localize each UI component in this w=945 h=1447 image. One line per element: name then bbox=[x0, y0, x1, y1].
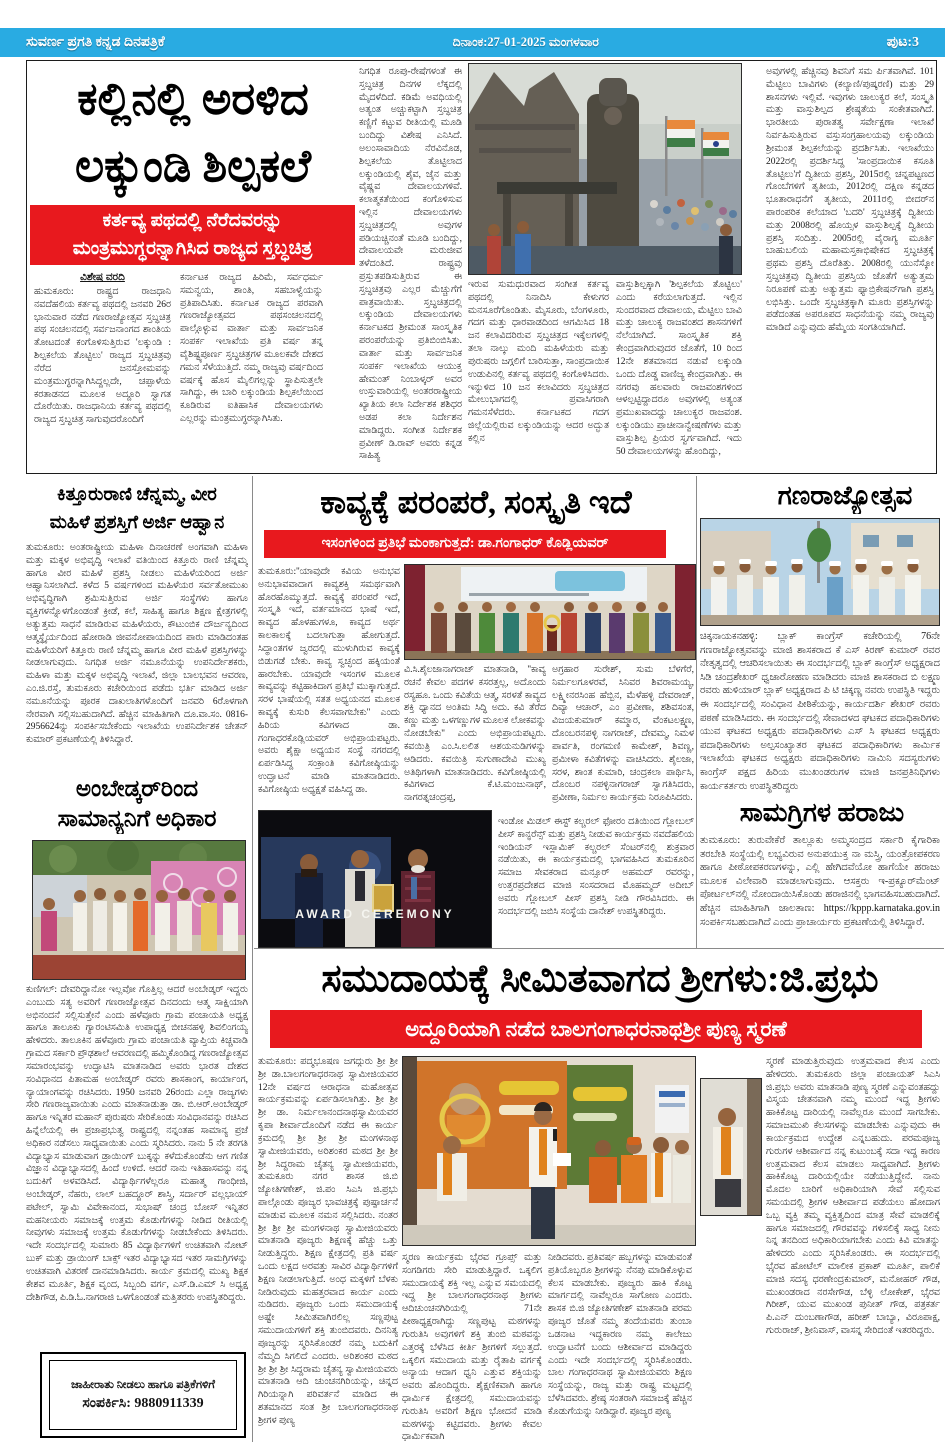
memorial-col-4: ಸ್ಮರಣೆ ಮಾಡುತ್ತಿರುವುದು ಉತ್ತಮವಾದ ಕೆಲಸ ಎಂದು ಹೇಳಿದರು. ತುಮಕೂರು ಜಿಲ್ಲಾ ಪಂಚಾಯತ್ ಸಿಎಸಿ ಜಿ.ಪ್ರಭು ಅವರು ಮಾತನಾಡಿ ಪುಣ್ಯ ಸ್ಮರಣೆ ಎನ್ನುವಂತಹದ್ದು ವಿಸ್ಮಯ ಚೇತನವಾಗಿ ನಮ್ಮ ಮುಂದೆ ಇದ್ದ ಶ್ರೀಗಳು ಹಾಕಿಕೊಟ್ಟ ದಾರಿಯಲ್ಲಿ ನಾವೆಲ್ಲರೂ ಮುಂದೆ ಸಾಗಬೇಕು. ಸಮಾಜಮುಖಿ ಕೆಲಸಗಳನ್ನು ಮಾಡಬೇಕು ಎನ್ನುವುದು ಈ ಕಾರ್ಯಕ್ರಮದ ಉದ್ದೇಶ ಎನ್ನಬಹುದು. ಪರಮಪೂಜ್ಯ ಗುರುಗಳ ಆಶೀರ್ವಾದ ನನ್ನ ಕುಟುಂಬಕ್ಕೆ ಸದಾ ಇದ್ದ ಕಾರಣ ಉತ್ತಮವಾದ ಕೆಲಸ ಮಾಡಲು ಸಾಧ್ಯವಾಗಿದೆ. ಶ್ರೀಗಳು ಹಾಕಿಕೊಟ್ಟ ದಾರಿಯಲ್ಲಿಯೇ ನಡೆಯುತ್ತಿದ್ದೇನೆ. ನಾನು ಮೊದಲ ಬಾರಿಗೆ ಅಧಿಕಾರಿಯಾಗಿ ಸೇವೆ ಸಲ್ಲಿಸುವ ಸಮಯದಲ್ಲಿ ಶ್ರೀಗಳ ಆಶೀರ್ವಾದ ಪಡೆಯಲು ಹೋದಾಗ ಒಬ್ಬ ವ್ಯಕ್ತಿ ತಮ್ಮ ವ್ಯಕ್ತಿತ್ವದಿಂದ ಮಾತ್ರ ಸೇವೆ ಮಾಡಲಿಕ್ಕೆ ಹಾಗೂ ಸಮಾಜದಲ್ಲಿ ಗೌರವವನ್ನು ಗಳಿಸಲಿಕ್ಕೆ ಸಾಧ್ಯ ನೀನು ನಿನ್ನ ತನದಿಂದ ಅಧಿಕಾರಿಯಾಗಬೇಕು ಎಂದು ಕಿವಿ ಮಾತನ್ನು ಹೇಳಿದರು ಎಂದು ಸ್ಮರಿಸಿಕೊಂಡರು. ಈ ಸಂದರ್ಭದಲ್ಲಿ ಭೈರವ ಹೋಟೆಲ್ ಮಾಲೀಕ ಪ್ರಕಾಶ್ ಮೂರ್ತಿ, ಪಾಲಿಕೆ ಮಾಜಿ ಸದಸ್ಯ ಧರಣೇಂದ್ರಕುಮಾರ್, ಮನೋಹರ್ ಗೌಡ, ಮುಖಂಡರಾದ ನರಸೇಗೌಡ, ಬೆಳ್ಳಿ ಲೋಕೇಶ್, ಭೈರವ ಗಿರೀಶ್, ಯುವ ಮುಖಂಡ ಪುನೀತ್ ಗೌಡ, ಪತ್ರಕರ್ತ ಪಿ.ಎನ್ ದುಂಬಣಾಗೌಡ, ಹರೀಶ್ ಬಾಬ್ಯಾ, ವಿರೂಪಾಕ್ಷ, ಗುರುರಾಜ್, ಶ್ರೀನಿವಾಸ್, ವಾಸನ್ನ ಸೇರಿದಂತೆ ಇತರರಿದ್ದರು. bbox=[766, 1057, 940, 1337]
memorial-headline: ಸಮುದಾಯಕ್ಕೆ ಸೀಮಿತವಾಗದ ಶ್ರೀಗಳು:ಜಿ.ಪ್ರಭು bbox=[321, 958, 879, 1000]
ambedkar-headline-line1: ಅಂಬೇಡ್ಕರ್‌ರಿಂದ bbox=[75, 776, 199, 801]
photo-memorial-event bbox=[402, 1056, 696, 1246]
photo-poets-group bbox=[404, 564, 696, 660]
advert-phone: ಸಂಪರ್ಕಿಸಿ: 9880911339 bbox=[82, 1395, 204, 1411]
auction-headline: ಸಾಮಗ್ರಿಗಳ ಹರಾಜು bbox=[739, 798, 905, 827]
lead-banner-line1: ಕರ್ತವ್ಯ ಪಥದಲ್ಲಿ ನೆರೆದವರನ್ನು bbox=[102, 210, 283, 231]
memorial-col-1: ತುಮಕೂರು: ಪದ್ಮಭೂಷಣ ಜಗದ್ಗುರು ಶ್ರೀ ಶ್ರೀ ಶ್ರೀ ಡಾ.ಬಾಲಗಂಗಾಧರನಾಥ ಸ್ವಾಮೀಜಿಯವರ 12ನೇ ವರ್ಷದ ಆರಾಧನಾ ಮಹೋತ್ಸವ ಕಾರ್ಯಕ್ರಮವನ್ನು ಏರ್ಪಡಿಸಲಾಗಿತ್ತು. ಶ್ರೀ ಶ್ರೀ ಶ್ರೀ ಡಾ. ನಿರ್ಮಲಾನಂದನಾಥಸ್ವಾಮಿಯವರ ಕೃಪಾ ಶೀರ್ವಾದೊಂದಿಗೆ ನಡೆದ ಈ ಕಾರ್ಯ ಕ್ರಮದಲ್ಲಿ ಶ್ರೀ ಶ್ರೀ ಶ್ರೀ ಮಂಗಳನಾಥ ಸ್ವಾಮೀಜಿಯವರು, ಅರಿಶಂಕರ ಮಠದ ಶ್ರೀ ಶ್ರೀ ಶ್ರೀ ಸಿದ್ದರಾಮ ಚೈತನ್ಯ ಸ್ವಾಮೀಜಿಯವರು, ತುಮಕೂರು ನಗರ ಶಾಸಕ ಜಿ.ಬಿ ಜ್ಯೋತಿಗಣೇಶ್, ಜಿ.ಪಂ ಸಿಎಸಿ ಜಿ.ಪ್ರಭು ಪಾಲ್ಗೊಂಡು ಪೂಜ್ಯರ ಭಾವಚಿತ್ರಕ್ಕೆ ಪುಷ್ಪಾರ್ಚನೆ ಮಾಡುವ ಮೂಲಕ ನಮನ ಸಲ್ಲಿಸಿದರು. ನಂತರ ಶ್ರೀ ಶ್ರೀ ಶ್ರೀ ಮಂಗಳನಾಥ ಸ್ವಾಮೀಜಿಯವರು ಮಾತನಾಡಿ ಪೂಜ್ಯರು ಶಿಕ್ಷಣಕ್ಕೆ ಹೆಚ್ಚು ಒತ್ತು ನೀಡುತ್ತಿದ್ದರು. ಶಿಕ್ಷಣ ಕ್ಷೇತ್ರದಲ್ಲಿ ಪ್ರತಿ ವರ್ಷ ಒಂದು ಲಕ್ಷದ ಅರವತ್ತು ಸಾವಿರ ವಿದ್ಯಾರ್ಥಿಗಳಿಗೆ ಶಿಕ್ಷಣ ನೀಡಲಾಗುತ್ತಿದೆ. ಅಂಧ ಮಕ್ಕಳಿಗೆ ಬೆಳಕು ನೀಡಿರುವುದು ಮಹತ್ತರವಾದ ಕಾರ್ಯ ಎಂದು ನುಡಿದರು. ಪೂಜ್ಯರು ಒಂದು ಸಮುದಾಯಕ್ಕೆ ಅಷ್ಟೇ ಸೀಮಿತವಾಗಿರಲಿಲ್ಲ ಸಣ್ಣಪುಟ್ಟ ಸಮುದಾಯಗಳಿಗೆ ಶಕ್ತಿ ತುಂಬಿದವರು. ದಿನನಿತ್ಯ ಪೂಜ್ಯರನ್ನು ಸ್ಮರಿಸಿಕೊಂಡರೆ ನಮ್ಮ ಬದುಕಿಗೆ ನೆಮ್ಮದಿ ಸಿಗಲಿದೆ ಎಂದರು. ಅರಿಶಂಕರ ಮಠದ ಶ್ರೀ ಶ್ರೀ ಶ್ರೀ ಸಿದ್ದರಾಮ ಚೈತನ್ಯ ಸ್ವಾಮೀಜಿಯವರು ಮಾತನಾಡಿ ಆದಿ ಚುಂಚನಗಿರಿಯನ್ನು, ಚಿನ್ನದ ಗಿರಿಯನ್ನಾಗಿ ಪರಿವರ್ತನೆ ಮಾಡಿದ ಈ ಶತಮಾನದ ಸಂತ ಶ್ರೀ ಬಾಲಗಂಗಾಧರನಾಥ ಶ್ರೀಗಳ ಪುಣ್ಯ bbox=[258, 1057, 398, 1426]
lead-subhead-banner bbox=[30, 205, 355, 265]
paper-name: ಸುವರ್ಣ ಪ್ರಗತಿ ಕನ್ನಡ ದಿನಪತ್ರಿಕೆ bbox=[26, 34, 165, 50]
seated-guest-photo-graphic bbox=[701, 1079, 761, 1215]
photo-seated-guest bbox=[700, 1078, 762, 1216]
date-line: ದಿನಾಂಕ:27-01-2025 ಮಂಗಳವಾರ bbox=[452, 35, 599, 49]
republic-headline: ಗಣರಾಜ್ಯೋತ್ಸವ bbox=[777, 481, 913, 510]
poetry-col-2: ವಿ.ಸಿ.ಶೈಲಜಾನಾಗರಾಜ್ ಮಾತನಾಡಿ, ''ಕಾವ್ಯ ರಚನೆ ಕೇವಲ ಪದಗಳ ಕಸರತ್ತಲ್ಲ, ಅದೊಂದು ರಸ್ಯಹೂ. ಒಂದು ಕವಿತೆಯ ಆತ್ಮ, ಸರಳತೆ ಕಾವ್ಯದ ಶಕ್ತಿ ಧ್ಯಾನದ ಅಂತಿಮ ಸಿದ್ಧಿ ಅದು. ಕವಿ ತೆರೆದ ಕಣ್ಣು ಮತ್ತು ಒಳಗಣ್ಣುಗಳ ಮೂಲಕ ಲೋಕವನ್ನು ನೋಡಬೇಕು'' ಎಂದು ಅಭಿಪ್ರಾಯಪಟ್ಟರು. ಕವಯಿತ್ರಿ ಎಂ.ಸಿ.ಲಲಿತ ಆಶಯನುಡಿಗಳನ್ನು ಆಡಿದರು. ಕವಯಿತ್ರಿ ಸುಗುಣಾದೇವಿ ಮುಖ್ಯ ಅತಿಥಿಗಳಾಗಿ ಮಾತನಾಡಿದರು. ಕವಿಗೋಷ್ಠಿಯಲ್ಲಿ ಕವಿಗಳಾದ ಕೆ.ಟಿ.ಮಂಜುನಾಥ್, ನಾಗರತ್ನಚಂದ್ರಪ್ಪ, bbox=[404, 665, 546, 804]
auction-body: ತುಮಕೂರು: ತುರುವೇಕೆರೆ ತಾಲ್ಲೂಕು ಅಮ್ಮಸಂದ್ರದ ಸರ್ಕಾರಿ ಕೈಗಾರಿಕಾ ತರಬೇತಿ ಸಂಸ್ಥೆಯಲ್ಲಿ ಲಭ್ಯವಿರುವ ಅನುಪಯುಕ್ತ ನಾ ಮಸ್ತ್ರಿ, ಯಂತ್ರೋಪಕರಣ ಹಾಗೂ ಪೀಠೋಪಕರಣಗಳನ್ನು, ಎಲ್ಲಿ ಹೇಗಿದವೆಯೋ ಹಾಗೆಯೇ ಹರಾಜು ಮೂಲಕ ವಿಲೇವಾರಿ ಮಾಡಲಾಗುವುದು. ಆಸಕ್ತರು ಇ-ಪ್ರಕ್ಯೂರ್‌ಮೆಂಟ್ ಪೋರ್ಟಲ್‌ನಲ್ಲಿ ನೋಂದಾಯಿಸಿಕೊಂಡು ಹರಾಜಿನಲ್ಲಿ ಭಾಗವಹಿಸಬಹುದಾಗಿದೆ. ಹೆಚ್ಚಿನ ಮಾಹಿತಿಗಾಗಿ ಜಾಲತಾಣ: https://kppp.karnataka.gov.in ಸಂಪರ್ಕಿಸಬಹುದಾಗಿದೆ ಎಂದು ಪ್ರಾಚಾರ್ಯರು ಪ್ರಕಟಣೆಯಲ್ಲಿ ತಿಳಿಸಿದ್ದಾರೆ. bbox=[700, 835, 940, 928]
advert-box bbox=[40, 1352, 246, 1438]
masthead-bar bbox=[0, 28, 945, 57]
photo-lakkundi-tableau bbox=[468, 63, 742, 275]
poetry-banner bbox=[264, 530, 666, 558]
advert-line1: ಜಾಹೀರಾತು ನೀಡಲು ಹಾಗೂ ಪತ್ರಿಕೆಗಳಿಗೆ bbox=[70, 1378, 215, 1391]
poetry-col-1: ತುಮಕೂರು:''ಯಾವುದೇ ಕವಿಯ ಅನುಭವ ಅನುಭಾವವಾದಾಗ ಕಾವ್ಯಶಕ್ತಿ ಸಮರ್ಥವಾಗಿ ಹೊರಹೊಮ್ಮುತ್ತದೆ. ಕಾವ್ಯಕ್ಕೆ ಪರಂಪರೆ ಇದೆ, ಸಂಸ್ಕೃತಿ ಇದೆ, ವರ್ತಮಾನದ ಭಾಷೆ ಇದೆ, ಕಾವ್ಯದ ಹೊಳಹುಗಳೂ, ಕಾವ್ಯದ ಅರ್ಥ ಕಾಲಕಾಲಕ್ಕೆ ಬದಲಾಗುತ್ತಾ ಹೋಗುತ್ತದೆ. ಸಿದ್ಧಾಂತಗಳ ಜ್ವರದಲ್ಲಿ ಮುಳುಗಿರುವ ಕಾವ್ಯಕ್ಕೆ ಬಿಡುಗಡೆ ಬೇಕು. ಕಾವ್ಯ ಸ್ವಚ್ಛಂದ ಹಕ್ಕಿಯಂತೆ ಹಾರಬೇಕು. ಯಾವುದೇ ಇಸಂಗಳ ಮೂಲಕ ಕಾವ್ಯವನ್ನು ಕಟ್ಟಿಹಾಕಿದಾಗ ಪ್ರತಿಭೆ ಮುಕ್ಕಾಗುತ್ತದೆ. ಸರಳ ಭಾಷೆಯಲ್ಲಿ ಸತತ ಅಧ್ಯಯನದ ಮೂಲಕ ಕಾವ್ಯಕ್ಕೆ ಕುಸುರಿ ಕೆಲಸವಾಗಬೇಕು'' ಎಂದು ಹಿರಿಯ ಕವಿಗಳಾದ ಡಾ. ಗಂಗಾಧರಕೊಡ್ಲಿಯವರ್ ಅಭಿಪ್ರಾಯಪಟ್ಟರು. ಅವರು ಶೈಕ್ಷಾ ಅಧ್ಯಯನ ಸಂಸ್ಥೆ ನಗರದಲ್ಲಿ ಏರ್ಪಡಿಸಿದ್ದ ಸಂಕ್ರಾಂತಿ ಕವಿಗೋಷ್ಠಿಯನ್ನು ಉದ್ಘಾಟನೆ ಮಾಡಿ ಮಾತನಾಡಿದರು. ಕವಿಗೋಷ್ಠಿಯ ಅಧ್ಯಕ್ಷತೆ ವಹಿಸಿದ್ದ ಡಾ. bbox=[258, 567, 400, 795]
ambedkar-body: ಕುಣಿಗಲ್: ದೇವರಿದ್ದಾನೋ ಇಲ್ಲವೋ ಗೊತ್ತಿಲ್ಲ ಆದರೆ ಅಂಬೇಡ್ಕರ್ ಇದ್ದರು ಎಂಬುದು ಸತ್ಯ ಅವರಿಗೆ ಗಣರಾಜ್ಯೋತ್ಸವ ದಿನದಂದು ಆತ್ಮ ಸಾಕ್ಷಿಯಾಗಿ ಅಭಿನಂದನೆ ಸಲ್ಲಿಸುತ್ತೇನೆ ಎಂದು ಹಳೆವೂರು ಗ್ರಾಮ ಪಂಚಾಯತಿ ಅಧ್ಯಕ್ಷ ಹಾಗೂ ತಾಲೂಕು ಗ್ಯಾರಂಟಿಸಮಿತಿ ಉಪಾಧ್ಯಕ್ಷ ಬೀಚನಹಳ್ಳಿ ಶಿವಲಿಂಗಯ್ಯ ಹೇಳಿದರು. ತಾಲೂಕಿನ ಹಳೆವೂರು ಗ್ರಾಮ ಪಂಚಾಯತಿ ವ್ಯಾಪ್ತಿಯ ಕಿಚ್ಚವಾಡಿ ಗ್ರಾಮದ ಸರ್ಕಾರಿ ಪ್ರೌಢಶಾಲೆ ಆವರಣದಲ್ಲಿ ಹಮ್ಮಿಕೊಂಡಿದ್ದ ಗಣರಾಜ್ಯೋತ್ಸವ ಸಮಾರಂಭವನ್ನು ಉದ್ಘಾಟಿಸಿ ಮಾತನಾಡಿದ ಅವರು ಭಾರತ ದೇಶದ ಸಂವಿಧಾನದ ಪಿತಾಮಹ ಅಂಬೇಡ್ಕರ್ ರವರು ಶಾಸಕಾಂಗ, ಕಾರ್ಯಾಂಗ, ನ್ಯಾಯಾಂಗವನ್ನು ರಚಿಸಿದರು. 1950 ಜನವರಿ 26ರಂದು ಎಲ್ಲಾ ರಾಜ್ಯಗಳು ಸೇರಿ ಗಣರಾಜ್ಯವಾಯಿತು ಎಂದು ಮಾತನಾಡುತ್ತಾ ಡಾ. ಬಿ.ಆರ್.ಅಂಬೇಡ್ಕರ್ ಹಾಗೂ ಇನ್ನಿತರ ಮಹಾನ್ ಪುರುಷರು ಸೇರಿಕೊಂಡು ಸಂವಿಧಾನವನ್ನು ರಚಿಸಿದ ಹಿನ್ನೆಲೆಯಲ್ಲಿ ಈ ಪ್ರಜಾಪ್ರಭುತ್ವ ರಾಷ್ಟ್ರದಲ್ಲಿ ನನ್ನಂತಹ ಸಾಮಾನ್ಯ ಪ್ರಜೆ ಅಧಿಕಾರ ನಡೆಸಲು ಸಾಧ್ಯವಾಯಿತು ಎಂದು ಸ್ಮರಿಸಿದರು. ನಾನು 5 ನೇ ತರಗತಿ ವಿದ್ಯಾಭ್ಯಾಸ ಮಾಡುವಾಗ ಡ್ರಾಯಿಂಗ್ ಬುಕ್ಕನ್ನು ಕಳೆದುಕೊಂಡೆನು ಆಗ ಗಣಿತ ವಿಜ್ಞಾನ ವಿದ್ಯಾಭ್ಯಾಸದಲ್ಲಿ ಹಿಂದೆ ಉಳಿದೆ. ಆದರೆ ನಾನು ಇತಿಹಾಸವನ್ನು ನನ್ನ ಬದುಕಿಗೆ ಅಳವಡಿಸಿದೆ. ವಿದ್ಯಾರ್ಥಿಗಳೆಲ್ಲರೂ ಮಹಾತ್ಮ ಗಾಂಧೀಜಿ, ಅಂಬೇಡ್ಕರ್, ನೆಹರು, ಲಾಲ್ ಬಹದ್ದೂರ್ ಶಾಸ್ತ್ರಿ, ಸರ್ದಾರ್ ವಲ್ಲಭಾಯ್ ಪಟೇಲ್, ಸ್ವಾಮಿ ವಿವೇಕಾನಂದ, ಸುಭಾಷ್ ಚಂದ್ರ ಬೋಸ್ ಇನ್ನಿತರ ಮಹನೀಯರು ಸಮಾಜಕ್ಕೆ ಉತ್ತಮ ಕೊಡುಗೆಗಳನ್ನು ನೀಡಿದ ರೀತಿಯಲ್ಲಿ ನೀವುಗಳು ಸಮಾಜಕ್ಕೆ ಉತ್ತಮ ಕೊಡುಗೆಗಳನ್ನು ನೀಡಬೇಕೆಂದು ತಿಳಿಸಿದರು. ಇದೇ ಸಂದರ್ಭದಲ್ಲಿ ಸುಮಾರು 85 ವಿದ್ಯಾರ್ಥಿಗಳಿಗೆ ಉಚಿತವಾಗಿ ನೋಟ್ ಬುಕ್ ಮತ್ತು ಡ್ರಾಯಿಂಗ್ ಬಾಕ್ಸ್ ಇತರ ವಿದ್ಯಾಭ್ಯಾಸದ ಇತರ ಸಾಮಗ್ರಿಗಳನ್ನು ಉಚಿತವಾಗಿ ವಿತರಣೆ ದಾನಮಾಡಿಸಿದರು. ಕಾರ್ಯ ಕ್ರಮದಲ್ಲಿ ಮುಖ್ಯ ಶಿಕ್ಷಕ ಕೇಶವ ಮೂರ್ತಿ, ಶಿಕ್ಷಕ ವೃಂದ, ಸಿಬ್ಬಂದಿ ವರ್ಗ, ಎಸ್.ಡಿ.ಎಮ್ ಸಿ ಅಧ್ಯಕ್ಷ ದೇಶಿಗೌಡ, ಪಿ.ಡಿ.ಓ.ನಾಗರಾಜಿ ಒಳಗೊಂಡಂತೆ ಮತ್ತಿತರರು ಉಪಸ್ಥಿತರಿದ್ದರು. bbox=[26, 985, 248, 1303]
lead-col-6: ಅವುಗಳಲ್ಲಿ ಹೆಚ್ಚಿನವು ಶಿವನಿಗೆ ಸಮ ರ್ಪಿತವಾಗಿವೆ. 101 ಮೆಟ್ಟಿಲು ಬಾವಿಗಳು (ಕಲ್ಯಾಣಿ/ಪುಷ್ಕರಣಿ) ಮತ್ತು 29 ಶಾಸನಗಳು ಇಲ್ಲಿವೆ. ಇವುಗಳು ಚಾಲುಕ್ಯರ ಕಲೆ, ಸಂಸ್ಕೃತಿ ಮತ್ತು ವಾಸ್ತುಶಿಲ್ಪದ ಶ್ರೇಷ್ಠತೆಯ ಸಂಕೇತವಾಗಿದೆ. ಭಾರತೀಯ ಪುರಾತತ್ವ ಸರ್ವೇಕ್ಷಣಾ ಇಲಾಖೆ ನಿರ್ವಹಿಸುತ್ತಿರುವ ವಸ್ತುಸಂಗ್ರಹಾಲಯವು ಲಕ್ಕುಂಡಿಯ ಶ್ರೀಮಂತ ಶಿಲ್ಪಕಲೆಯನ್ನು ಪ್ರದರ್ಶಿಸಿತು. ಇಲಾಖೆಯು 2022ರಲ್ಲಿ ಪ್ರದರ್ಶಿಸಿದ್ದ 'ಸಾಂಪ್ರದಾಯಿಕ ಕಸೂತಿ ತೊಟ್ಟಿಲು'ಗೆ ದ್ವಿತೀಯ ಪ್ರಶಸ್ತಿ, 2015ರಲ್ಲಿ ಚನ್ನಪಟ್ಟಣದ ಗೊಂಬೆಗಳಿಗೆ ತೃತೀಯ, 2012ರಲ್ಲಿ ದಕ್ಷಿಣ ಕನ್ನಡದ ಭೂತಾರಾಧನೆಗೆ ತೃತೀಯ, 2011ರಲ್ಲಿ ಬೀದರ್‌ನ ಪಾರಂಪರಿಕ ಕಲೆಯಾದ 'ಬದರಿ' ಸ್ತಬ್ಧಚಿತ್ರಕ್ಕೆ ದ್ವಿತೀಯ ಮತ್ತು 2008ರಲ್ಲಿ ಹೊಯ್ಸಳ ವಾಸ್ತುಶಿಲ್ಪಕ್ಕೆ ದ್ವಿತೀಯ ಪ್ರಶಸ್ತಿ ಸಂದಿತ್ತು. 2005ರಲ್ಲಿ ವೈರಾಗ್ಯ ಮೂರ್ತಿ ಬಾಹುಬಲಿಯ ಮಹಾಮಸ್ತಕಾಭಿಷೇಕದ ಸ್ತಬ್ಧಚಿತ್ರಕ್ಕೆ ಪ್ರಥಮ ಪ್ರಶಸ್ತಿ ದೊರೆತಿತ್ತು. 2008ರಲ್ಲಿ ಯುನೆಸ್ಕೋ ಸ್ತಬ್ಧಚಿತ್ರವು ದ್ವಿತೀಯ ಪ್ರಶಸ್ತಿಯ ಜೊತೆಗೆ ಅತ್ಯುತ್ತಮ ನಿರೂಪಣೆ ಮತ್ತು ಅತ್ಯುತ್ತಮ ಫ್ಯಾಬ್ರಿಕೇಷನ್‌ಗಾಗಿ ಪ್ರಶಸ್ತಿ ಲಭಿಸಿತ್ತು. ಒಂದೇ ಸ್ತಬ್ಧಚಿತ್ರಕ್ಕಾಗಿ ಮೂರು ಪ್ರಶಸ್ತಿಗಳನ್ನು ಪಡೆದಂತಹ ಅಪರೂಪದ ಸಾಧನೆಯನ್ನು ನಮ್ಮ ರಾಜ್ಯವು ಮಾಡಿದೆ ಎನ್ನುವುದು ಹೆಮ್ಮೆಯ ಸಂಗತಿಯಾಗಿದೆ. bbox=[766, 67, 934, 334]
women-award-body: ತುಮಕೂರು: ಅಂತರಾಷ್ಟ್ರೀಯ ಮಹಿಳಾ ದಿನಾಚರಣೆ ಅಂಗವಾಗಿ ಮಹಿಳಾ ಮತ್ತು ಮಕ್ಕಳ ಅಭಿವೃದ್ಧಿ ಇಲಾಖೆ ವತಿಯಿಂದ ಕಿತ್ತೂರು ರಾಣಿ ಚೆನ್ನಮ್ಮ ಹಾಗೂ ವೀರ ಮಹಿಳೆ ಪ್ರಶಸ್ತಿ ನೀಡಲು ಮಹಿಳೆಯರಿಂದ ಅರ್ಜಿ ಆಹ್ವಾನಿಸಲಾಗಿದೆ. ಕಳೆದ 5 ವರ್ಷಗಳಿಂದ ಮಹಿಳೆಯರ ಸರ್ವತೋಮುಖ ಅಭಿವೃದ್ಧಿಗಾಗಿ ಶ್ರಮಿಸುತ್ತಿರುವ ಅರ್ಜಿ ಸಂಸ್ಥೆಗಳು ಹಾಗೂ ವ್ಯಕ್ತಿಗಳನ್ನೊಳಗೊಂಡಂತೆ ಕ್ರೀಡೆ, ಕಲೆ, ಸಾಹಿತ್ಯ ಹಾಗೂ ಶಿಕ್ಷಣ ಕ್ಷೇತ್ರಗಳಲ್ಲಿ ಅತ್ಯುತ್ತಮ ಸಾಧನೆ ಮಾಡಿರುವ ಮಹಿಳೆಯರು, ಕೌಟುಂಬಿಕ ದೌರ್ಜನ್ಯದಿಂದ ಆತ್ಮಸ್ಥೈರ್ಯದಿಂದ ಹೋರಾಡಿ ಜೀವನೋಪಾಯದಿಂದ ಪಾರು ಮಾಡಿದಂತಹ ಮಹಿಳೆಯರಿಗೆ ಕಿತ್ತೂರು ರಾಣಿ ಚೆನ್ನಮ್ಮ ಹಾಗೂ ವೀರ ಮಹಿಳೆ ಪ್ರಶಸ್ತಿಗಳನ್ನು ನೀಡಲಾಗುವುದು. ನಿಗಧಿತ ಅರ್ಜಿ ನಮೂನೆಯನ್ನು ಉಪನಿರ್ದೇಶಕರು, ಮಹಿಳಾ ಮತ್ತು ಮಕ್ಕಳ ಅಭಿವೃದ್ಧಿ ಇಲಾಖೆ, ಜಿಲ್ಲಾ ಬಾಲಭವನ ಆವರಣ, ಎಂ.ಜಿ.ರಸ್ತೆ, ತುಮಕೂರು ಕಚೇರಿಯಿಂದ ಪಡೆದು ಭರ್ತಿ ಮಾಡಿದ ಅರ್ಜಿ ನಮೂನೆಯನ್ನು ಪೂರಕ ದಾಖಲಾತಿಗಳೊಂದಿಗೆ ಜನವರಿ 6ರೊಳಗಾಗಿ ನೇರವಾಗಿ ಸಲ್ಲಿಸಬಹುದಾಗಿದೆ. ಹೆಚ್ಚಿನ ಮಾಹಿತಿಗಾಗಿ ದೂ.ವಾ.ಸಂ. 0816-2956624ನ್ನು ಸಂಪರ್ಕಿಸಬೇಕೆಂದು ಇಲಾಖೆಯ ಉಪನಿರ್ದೇಶಕ ಚೇತನ್ ಕುಮಾರ್ ಪ್ರಕಟಣೆಯಲ್ಲಿ ತಿಳಿಸಿದ್ದಾರೆ. bbox=[26, 543, 248, 746]
poetry-banner-text: ಇಸಂಗಳಿಂದ ಪ್ರತಿಭೆ ಮಂಕಾಗುತ್ತದೆ: ಡಾ.ಗಂಗಾಧರ್ ಕೊಡ್ಲಿಯವರ್ bbox=[321, 536, 609, 551]
women-award-headline bbox=[26, 480, 248, 536]
ambedkar-headline bbox=[28, 774, 246, 834]
women-award-headline-line2: ಮಹಿಳೆ ಪ್ರಶಸ್ತಿಗೆ ಅರ್ಜಿ ಆಹ್ವಾನ bbox=[49, 512, 225, 532]
page-number: ಪುಟ:3 bbox=[886, 34, 919, 50]
memorial-col-3: ನೀಡಿದವರು. ಪ್ರತಿವರ್ಷ ಹಬ್ಬಗಳನ್ನು ಮಾಡುವಂತೆ ಪ್ರತಿಯೊಬ್ಬರೂ ಶ್ರೀಗಳನ್ನು ನೆನಪು ಮಾಡಿಕೊಳ್ಳುವ ಕೆಲಸ ಮಾಡಬೇಕು. ಪೂಜ್ಯರು ಹಾಕಿ ಕೊಟ್ಟ ಮಾರ್ಗದಲ್ಲಿ ನಾವೆಲ್ಲರೂ ಸಾಗೋಣ ಎಂದರು. ಶಾಸಕ ಬಿ.ಜಿ ಜ್ಯೋತಿಗಣೇಶ್ ಮಾತನಾಡಿ ಪರಮ ಪೂಜ್ಯರ ಜೊತೆ ನಮ್ಮ ತಂದೆಯವರು ತುಂಬಾ ಒಡನಾಟ ಇದ್ದಕಾರಣ ನಮ್ಮ ಕಾಲೇಜು ಉದ್ಘಾಟನೆಗೆ ಬಂದು ಆಶೀರ್ವಾದ ಮಾಡಿದ್ದರು ಎಂದು ಇದೇ ಸಂದರ್ಭದಲ್ಲಿ ಸ್ಮರಿಸಿಕೊಂಡರು. ಬಾಲ ಗಂಗಾಧರನಾಥ ಸ್ವಾಮೀಜಿಯವರು ಶಿಕ್ಷಣ ಸಂಸ್ಥೆಯನ್ನು, ರಾಜ್ಯ ಮತ್ತು ರಾಷ್ಟ್ರ ಮಟ್ಟದಲ್ಲಿ ಬೆಳೆಸಿದವರು. ಶ್ರೇಷ್ಠ ಸಂತರಾಗಿ ಸಮಾಜಕ್ಕೆ ಹೆಚ್ಚಿನ ಕೊಡುಗೆಯನ್ನು ನೀಡಿದ್ದಾರೆ. ಪೂಜ್ಯರ ಪುಣ್ಯ bbox=[548, 1253, 692, 1417]
award-news-body: ಇಂಡೋ ಮಿಡಲ್ ಈಸ್ಟ್ ಕಲ್ಚರಲ್ ಫೋರಂ ದತಿಯಿಂದ ಗ್ಲೋಬಲ್ ಪೀಸ್ ಕಾನ್ಫರೆನ್ಸ್ ಮತ್ತು ಪ್ರಶಸ್ತಿ ನೀಡುವ ಕಾರ್ಯಕ್ರಮ ನವದೆಹಲಿಯ ಇಂಡಿಯನ್ ಇಸ್ಲಾಮಿಕ್ ಕಲ್ಚರಲ್ ಸೆಂಟರ್‌ನಲ್ಲಿ ಶುಕ್ರವಾರ ನಡೆಯಿತು, ಈ ಕಾರ್ಯಕ್ರಮದಲ್ಲಿ ಭಾಗವಹಿಸಿದ ತುಮಕೂರಿನ ಸಮಾಜ ಸೇವಕರಾದ ಮನ್ಸೂರ್ ಅಹಮದ್ ರವರನ್ನು, ಉತ್ತರಪ್ರದೇಶದ ಮಾಜಿ ಸಂಸದರಾದ ಮೊಹಮ್ಮದ್ ಅದೀಬ್ ಅವರು ಗ್ಲೋಬಲ್ ಪೀಸ್ ಪ್ರಶಸ್ತಿ ನೀಡಿ ಗೌರವಿಸಿದರು. ಈ ಸಂದರ್ಭದಲ್ಲಿ ಜಬಿಸಿ ಸಂಸ್ಥೆಯ ದಾನೇಶ್ ಉಪಸ್ಥಿತರಿದ್ದರು. bbox=[498, 817, 694, 917]
ambedkar-photo-graphic bbox=[33, 841, 245, 979]
divider-bottom-article bbox=[254, 948, 944, 949]
lead-col-5: ವಾಸ್ತುಶಿಲ್ಪಕ್ಕಾಗಿ 'ಶಿಲ್ಪಕಲೆಯ ತೊಟ್ಟಿಲು' ಎಂದು ಕರೆಯಲಾಗುತ್ತದೆ. ಇಲ್ಲಿನ ಸುಂದರವಾದ ದೇವಾಲಯ, ಮೆಟ್ಟಿಲು ಬಾವಿ ಮತ್ತು ಚಾಲುಕ್ಯ ರಾಜವಂಶದ ಶಾಸನಗಳಿಗೆ ನೆಲೆಯಾಗಿದೆ. ಸಾಂಸ್ಕೃತಿಕ ಶಕ್ತಿ ಕೇಂದ್ರವಾಗಿರುವುದರ ಜೊತೆಗೆ, 10 ರಿಂದ 12ನೇ ಶತಮಾನದ ನಡುವೆ ಲಕ್ಕುಂಡಿ ಒಂದು ದೊಡ್ಡ ವಾಣಿಜ್ಯ ಕೇಂದ್ರವಾಗಿತ್ತು. ಈ ನಗರವು ಹಲವಾರು ರಾಜವಂಶಗಳಿಂದ ಆಳಲ್ಪಟ್ಟಿದ್ದಾದರೂ ಅವುಗಳಲ್ಲಿ ಅತ್ಯಂತ ಪ್ರಮುಖವಾದದ್ದು ಚಾಲುಕ್ಯರ ರಾಜವಂಶ. ಲಕ್ಕುಂಡಿಯು ಪ್ರಾಚೀನಾನ್ವೇಷಣೆಗಳು ಮತ್ತು ವಾಸ್ತುಶಿಲ್ಪ ಪ್ರಿಯರ ಸ್ವರ್ಗವಾಗಿದೆ. ಇದು 50 ದೇವಾಲಯಗಳನ್ನು ಹೊಂದಿದ್ದು, bbox=[616, 280, 742, 457]
divider-center-right bbox=[696, 476, 697, 948]
award-ceremony-overlay-text: AWARD CEREMONY bbox=[295, 907, 455, 921]
ambedkar-headline-line2: ಸಾಮಾನ್ಯನಿಗೆ ಅಧಿಕಾರ bbox=[57, 806, 217, 831]
poetry-headline: ಕಾವ್ಯಕ್ಕೆ ಪರಂಪರೆ, ಸಂಸ್ಕೃತಿ ಇದೆ bbox=[320, 484, 632, 520]
photo-ambedkar-event bbox=[32, 840, 246, 980]
lead-col-1 bbox=[34, 272, 171, 466]
lead-col-2: ಕರ್ನಾಟಕ ರಾಜ್ಯದ ಹಿರಿಮೆ, ಸರ್ವಧರ್ಮ ಸಮನ್ವಯ, ಶಾಂತಿ, ಸಹಬಾಳ್ವೆಯನ್ನು ಪ್ರತಿಪಾದಿಸಿತು. ಕರ್ನಾಟಕ ರಾಜ್ಯದ ಪರವಾಗಿ ಗಣರಾಜ್ಯೋತ್ಸವದ ಪಥಸಂಚಲನದಲ್ಲಿ ಪಾಲ್ಗೊಳ್ಳುವ ವಾರ್ತಾ ಮತ್ತು ಸಾರ್ವಜನಿಕ ಸಂಪರ್ಕ ಇಲಾಖೆಯ ಪ್ರತಿ ವರ್ಷ ತನ್ನ ವೈಶಿಷ್ಟ್ಯಪೂರ್ಣ ಸ್ತಬ್ಧಚಿತ್ರಗಳ ಮೂಲಕವೇ ದೇಶದ ಗಮನ ಸೆಳೆಯುತ್ತಿದೆ. ನಮ್ಮ ರಾಜ್ಯವು ವರ್ಷದಿಂದ ವರ್ಷಕ್ಕೆ ಹೊಸ ಮೈಲಿಗಲ್ಲನ್ನು ಸ್ಥಾಪಿಸುತ್ತಲೇ ಸಾಗಿದ್ದು, ಈ ಬಾರಿ ಲಕ್ಕುಂಡಿಯ ಶಿಲ್ಪಕಲೆಯಿಂದ ಕೂಡಿರುವ ಐತಿಹಾಸಿಕ ದೇವಾಲಯಗಳು ಎಲ್ಲರನ್ನು ಮಂತ್ರಮುಗ್ಧರನ್ನಾಗಿಸಿತು. bbox=[180, 273, 323, 424]
lead-col-3: ನಿಗಧಿತ ರೂಪು-ರೇಷೆಗಳಂತೆ ಈ ಸ್ತಬ್ಧಚಿತ್ರ ದಿನಗಳ ಲೆಕ್ಕದಲ್ಲಿ ಮೈದಳೆದಿದೆ. ಕಡಿಮೆ ಅವಧಿಯಲ್ಲಿ ಅತ್ಯಂತ ಅಚ್ಚುಕಟ್ಟಾಗಿ ಸ್ತಬ್ಧಚಿತ್ರ ಕಣ್ಣಿಗೆ ಕಟ್ಟುವ ರೀತಿಯಲ್ಲಿ ಮೂಡಿ ಬಂದಿದ್ದು ವಿಶೇಷ ಎನಿಸಿದೆ. ಅಲಂಸಾವಾದಿಯ ನೆರವಿನೊಡ, ಶಿಲ್ಪಕಲೆಯ ತೊಟ್ಟಿಲಾದ ಲಕ್ಕುಂಡಿಯಲ್ಲಿ ಶೈವ, ಜೈನ ಮತ್ತು ವೈಷ್ಣವ ದೇವಾಲಯಗಳಿವೆ. ಕಲಾತ್ಮಕತೆಯಿಂದ ಕಂಗೊಳಿಸುವ ಇಲ್ಲಿನ ದೇವಾಲಯಗಳು ಸ್ತಬ್ಧಚಿತ್ರದಲ್ಲಿ ಅವುಗಳ ಪಡಿಯಚ್ಚಿನಂತೆ ಮೂಡಿ ಬಂದಿದ್ದು, ದೇವಾಲಯವೇ ಮರುಜೀವ ತಳೆದಂತಿದೆ. ರಾಷ್ಟ್ರವು ಪ್ರಸ್ತುತಪಡಿಸುತ್ತಿರುವ ಈ ಸ್ತಬ್ಧಚಿತ್ರವು ಎಲ್ಲರ ಮೆಚ್ಚುಗೆಗೆ ಪಾತ್ರವಾಯಿತು. ಸ್ತಬ್ಧಚಿತ್ರದಲ್ಲಿ ಲಕ್ಕುಂಡಿಯ ದೇವಾಲಯಗಳು ಕರ್ನಾಟಕದ ಶ್ರೀಮಂತ ಸಾಂಸ್ಕೃತಿಕ ಪರಂಪರೆಯನ್ನು ಪ್ರತಿಬಿಂಬಿಸಿತು. ವಾರ್ತಾ ಮತ್ತು ಸಾರ್ವಜನಿಕ ಸಂಪರ್ಕ ಇಲಾಖೆಯ ಆಯುಕ್ತ ಹೇಮಂತ್ ನಿಂಬಾಳ್ಕರ್ ಅವರ ಉಸ್ತುವಾರಿಯಲ್ಲಿ ಅಂತರರಾಷ್ಟ್ರೀಯ ಖ್ಯಾತಿಯ ಕಲಾ ನಿರ್ದೇಶಕ ಶಶಿಧರ ಅಡಪ ಕಲಾ ನಿರ್ದೇಶನ ಮಾಡಿದ್ದರು. ಸಂಗೀತ ನಿರ್ದೇಶಕ ಪ್ರವೀಣ್ ಡಿ.ರಾವ್ ಅವರು ಕನ್ನಡ ಸಾಹಿತ್ಯ bbox=[359, 67, 462, 462]
poetry-col-3: ಅಗ್ರಹಾರ ಸುರೇಶ್, ಸುಮ ಬೆಳಗೆರೆ, ನಿರ್ಮಲಗೂಳರವೆ, ಸಿನಿವರ ಶಿವರಾಮಯ್ಯ, ಲಕ್ಷ್ಮೀನರಸಿಂಹ ಹೆಬ್ಬಿನ, ಮೆಳೆಹಳ್ಳಿ ದೇವರಾಜ್, ದಿವ್ಯಾ ಆಚಾರ್, ಎಂ ಪ್ರವೀಣಾ, ಶಶಿವಸಂತ, ವಿಜಯಕುಮಾರ್ ಕಮ್ಮಾರ, ವೆಂಕಟಲಕ್ಷ್ಮಣ, ದೊಂಬರನಪಳ್ಳಿ ನಾಗರಾಜ್, ದೇವಮ್ಮ, ನಿಮಳ ಪಾರ್ವತಿ, ರಂಗಮಣಿ ಕಾಮೇಶ್, ಶಿವಣ್ಣ, ಪ್ರಮೀಳಾ ಕವಿತೆಗಳನ್ನು ವಾಚಿಸಿದರು. ಶೈಲಜಾ, ಸರಳ, ಶಾಂತ ಕುಮಾರಿ, ಚಂದ್ರಕಲಾ ಪಾರ್ಥಿಸಿ, ದೊಂಬರ ನಪಳ್ಳಿನಾಗರಾಜ್ ಸ್ವಾಗತಿಸಿದರು, ಪ್ರವೀಣಾ, ನಿರ್ಮಲ ಕಾರ್ಯಕ್ರಮ ನಿರೂಪಿಸಿದರು. bbox=[552, 665, 694, 804]
temple-photo-graphic bbox=[469, 64, 741, 274]
photo-award-ceremony bbox=[258, 810, 492, 948]
memorial-banner bbox=[270, 1010, 922, 1048]
award-photo-graphic bbox=[259, 811, 491, 947]
lead-headline bbox=[32, 66, 354, 202]
lead-kicker: ವಿಶೇಷ ವರದಿ bbox=[80, 272, 125, 283]
advert-box-inner bbox=[49, 1360, 237, 1431]
lead-col-1-text: ಹುಮಕೂರು: ರಾಷ್ಟ್ರದ ರಾಜಧಾನಿ ನವದೆಹಲಿಯ ಕರ್ತವ್ಯ ಪಥದಲ್ಲಿ ಜನವರಿ 26ರ ಭಾನುವಾರ ನಡೆದ ಗಣರಾಜ್ಯೋತ್ಸವ ಸ್ತಬ್ಧಚಿತ್ರ ಪಥ ಸಂಚಲನದಲ್ಲಿ ಸರ್ವಜನಾಂಗದ ಶಾಂತಿಯ ತೋಟದಂತೆ ಕಂಗೊಳಿಸುತ್ತಿರುವ 'ಲಕ್ಕುಂಡಿ : ಶಿಲ್ಪಕಲೆಯ ತೊಟ್ಟಿಲು' ರಾಜ್ಯದ ಸ್ತಬ್ಧಚಿತ್ರವು ನೆರೆದ ಜನಸ್ತೋಮವನ್ನು ಮಂತ್ರಮುಗ್ಧರನ್ನಾಗಿಸಿದ್ದಲ್ಲದೇ, ಚಪ್ಪಾಳೆಯ ಕರತಾಡನದ ಮೂಲಕ ಅದ್ದೂರಿ ಸ್ವಾಗತ ದೊರೆಯಿತು. ರಾಜಧಾನಿಯ ಕರ್ತವ್ಯ ಪಥದಲ್ಲಿ ರಾಜ್ಯದ ಸ್ತಬ್ಧಚಿತ್ರ ಸಾಗುವುದರೊಂದಿಗೆ bbox=[34, 287, 171, 426]
divider-left-center bbox=[252, 476, 253, 1442]
poets-photo-graphic bbox=[405, 565, 695, 659]
memorial-photo-graphic bbox=[403, 1057, 695, 1245]
lead-banner-line2: ಮಂತ್ರಮುಗ್ಧರನ್ನಾಗಿಸಿದ ರಾಜ್ಯದ ಸ್ತಬ್ಧಚಿತ್ರ bbox=[72, 238, 313, 259]
lead-col-4: ಇರುವ ಸುಮಧುರವಾದ ಸಂಗೀತ ಕರ್ತವ್ಯ ಪಥದಲ್ಲಿ ನಿನಾದಿಸಿ ಕೇಳುಗರ ಮನಸೂರೆಗೊಂಡಿತು. ಮೈಸೂರು, ಬೆಂಗಳೂರು, ಗದಗ ಮತ್ತು ಧಾರವಾಡದಿಂದ ಆಗಮಿಸಿದ 18 ಜನ ಕಲಾವಿದರಿರುವ ಸ್ತಬ್ಧಚಿತ್ರದ ಇಕ್ಕೆಲಗಳಲ್ಲಿ ತಲಾ ನಾಲ್ಕು ಮಂದಿ ಮಹಿಳೆಯರು ಮತ್ತು ಪುರುಷರು ಜಗ್ಗಲಿಗೆ ಬಾರಿಸುತ್ತಾ, ಸಾಂಪ್ರದಾಯಿಕ ಉಡುಪಿನಲ್ಲಿ ಕರ್ತವ್ಯ ಪಥದಲ್ಲಿ ಕಂಗೊಳಿಸಿದರು. ಇನ್ನುಳಿದ 10 ಜನ ಕಲಾವಿದರು ಸ್ತಬ್ಧಚಿತ್ರದ ಮೇಲುಭಾಗದಲ್ಲಿ ಪ್ರವಾಸಿಗರಾಗಿ ಗಮನಸೆಳೆದರು. ಕರ್ನಾಟಕದ ಗದಗ ಜಿಲ್ಲೆಯಲ್ಲಿರುವ ಲಕ್ಕುಂಡಿಯನ್ನು ಆದರ ಅದ್ಭುತ ಕಲ್ಲಿನ bbox=[468, 280, 609, 444]
lead-headline-line1: ಕಲ್ಲಿನಲ್ಲಿ ಅರಳಿದ bbox=[77, 74, 309, 124]
women-award-headline-line1: ಕಿತ್ತೂರುರಾಣಿ ಚೆನ್ನಮ್ಮ, ವೀರ bbox=[57, 484, 217, 504]
republic-body: ಚಿಕ್ಕನಾಯಕನಹಳ್ಳಿ: ಬ್ಲಾಕ್ ಕಾಂಗ್ರೆಸ್ ಕಚೇರಿಯಲ್ಲಿ 76ನೇ ಗಣರಾಜ್ಯೋತ್ಸವವನ್ನು ಮಾಜಿ ಶಾಸಕರಾದ ಕೆ ಎಸ್ ಕಿರಣ್ ಕುಮಾರ್ ರವರ ನೇತೃತ್ವದಲ್ಲಿ ಆಚರಿಸಲಾಯಿತು ಈ ಸಂದರ್ಭದಲ್ಲಿ ಬ್ಲಾಕ್ ಕಾಂಗ್ರೆಸ್ ಅಧ್ಯಕ್ಷರಾದ ಸಿಡಿ ಚಂದ್ರಶೇಖರ್ ಧ್ವಜಾರೋಹಣ ಮಾಡಿದರು ಮಾಜಿ ಶಾಸಕರಾದ ಬಿ ಲಕ್ಷ್ಮಣ ರವರು ಹುಳಿಯಾರ್ ಬ್ಲಾಕ್ ಅಧ್ಯಕ್ಷರಾದ ಪಿ ಟಿ ಚಿಕ್ಕಣ್ಣ ನವರು ಉಪಸ್ಥಿತಿ ಇದ್ದರು ಈ ಸಂದರ್ಭದಲ್ಲಿ ಸಂವಿಧಾನ ಪೀಠಿಕೆಯನ್ನು, ಕಾರ್ಯದರ್ಶಿ ಶೇಖರ್ ರವರು ಪಠಣೆ ಮಾಡಿಸಿದರು. ಈ ಸಂದರ್ಭದಲ್ಲಿ ಸೇವಾದಳದ ಘಟಕದ ಪದಾಧಿಕಾರಿಗಳು ಯುವ ಘಟಕದ ಅಧ್ಯಕ್ಷರು ಪದಾಧಿಕಾರಿಗಳು ಎಸ್ ಸಿ ಘಟಕದ ಅಧ್ಯಕ್ಷರು ಪದಾಧಿಕಾರಿಗಳು ಅಲ್ಪಸಂಖ್ಯಾತರ ಘಟಕದ ಪದಾಧಿಕಾರಿಗಳು ಕಾರ್ಮಿಕ ಇಲಾಖೆಯ ಘಟಕದ ಅಧ್ಯಕ್ಷರು ಪದಾಧಿಕಾರಿಗಳು ನಾಮಿನಿ ಸದಸ್ಯರುಗಳು ಕಾಂಗ್ರೆಸ್ ಪಕ್ಷದ ಹಿರಿಯ ಮುಖಂಡರುಗಳ ಮಾಜಿ ಜನಪ್ರತಿನಿಧಿಗಳು ಕಾರ್ಯಕರ್ತರು ಉಪಸ್ಥಿತರಿದ್ದರು bbox=[700, 631, 940, 792]
congress-photo-graphic bbox=[701, 519, 939, 625]
lead-headline-line2: ಲಕ್ಕುಂಡಿ ಶಿಲ್ಪಕಲೆ bbox=[74, 141, 312, 191]
photo-congress-flag-hoist bbox=[700, 518, 940, 626]
memorial-banner-text: ಅದ್ದೂರಿಯಾಗಿ ನಡೆದ ಬಾಲಗಂಗಾಧರನಾಥಶ್ರೀ ಪುಣ್ಯ ಸ್ಮರಣೆ bbox=[405, 1016, 787, 1041]
memorial-col-2: ಸ್ಮರಣ ಕಾರ್ಯಕ್ರಮ ಭೈರವ ಗ್ರೂಪ್ಸ್ ಮತ್ತು ಸಂಗಡಿಗರು ಸೇರಿ ಮಾಡುತ್ತಿದ್ದಾರೆ. ಒಕ್ಕಲಿಗ ಸಮುದಾಯಕ್ಕೆ ಶಕ್ತಿ ಇಲ್ಲ ಎನ್ನುವ ಸಮಯದಲ್ಲಿ ಇದ್ದ ಶ್ರೀ ಬಾಲಗಂಗಾಧರನಾಥ ಶ್ರೀಗಳು ಆದಿಚುಂಚನಗಿರಿಯಲ್ಲಿ 71ನೇ ಪೀಠಾಧ್ಯಕ್ಷರಾಗಿದ್ದು ಸಣ್ಣಪುಟ್ಟ ಮಠಗಳನ್ನು ಗುರುತಿಸಿ ಅವುಗಳಿಗೆ ಶಕ್ತಿ ತುಂಬಿ ಮಠವನ್ನು ಎತ್ತರಕ್ಕೆ ಬೆಳೆಸಿದ ಕೀರ್ತಿ ಶ್ರೀಗಳಿಗೆ ಸಲ್ಲುತ್ತದೆ. ಒಕ್ಕಲಿಗ ಸಮುದಾಯ ಮತ್ತು ರೈತಾಪಿ ವರ್ಗಕ್ಕೆ ಅನ್ಯಾಯ ಆದಾಗ ಧ್ವನಿ ಎತ್ತುವ ಶಕ್ತಿಯನ್ನು ಅವರು ಹೊಂದಿದ್ದರು. ಶೈಕ್ಷಣಿಕವಾಗಿ ಹಾಗೂ ಧಾರ್ಮಿಕ ಕ್ಷೇತ್ರದಲ್ಲಿ ಸಮುದಾಯವನ್ನು ಗುರುತಿಸಿ ಅವರಿಗೆ ಶಿಕ್ಷಣ ಭೋದನೆ ಮಾಡಿ ಮಠಗಳನ್ನು ಕಟ್ಟಿದವರು. ಶ್ರೀಗಳು ಕೇವಲ ಧಾರ್ಮಿಕವಾಗಿ bbox=[402, 1253, 542, 1443]
